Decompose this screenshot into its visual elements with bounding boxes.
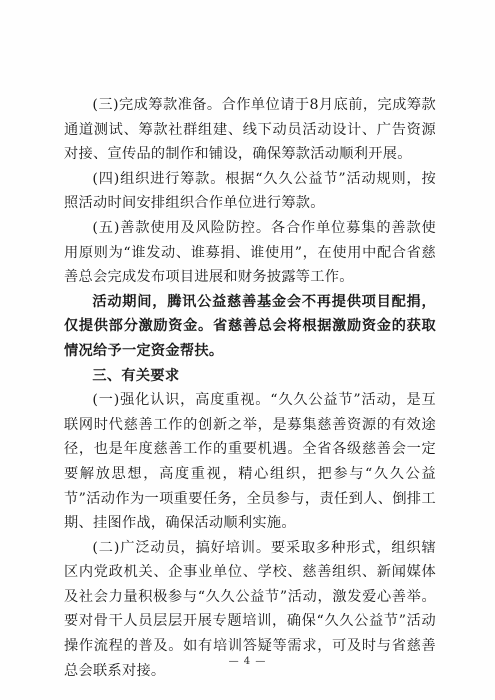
document-body [64,93,436,683]
section-heading-requirements: 三、有关要求 [92,367,180,384]
paragraph-organize-fundraising: (四)组织进行筹款。根据“久久公益节”活动规则，按照活动时间安排组织合作单位进行筹款。 [64,170,436,212]
paragraph-fundraising-preparation: (三)完成筹款准备。合作单位请于8月底前，完成筹款通道测试、筹款社群组建、线下动员活动设计、广告资源对接、宣传品的制作和铺设，确保筹款活动顺利开展。 [64,97,436,163]
paragraph-strengthen-awareness: (一)强化认识，高度重视。“久久公益节”活动，是互联网时代慈善工作的创新之举，是募集慈善资源的有效途径，也是年度慈善工作的重要机遇。全省各级慈善会一定要解放思想，高度重视，精心组织，把参与“久久公益节”活动作为一项重要任务，全员参与，责任到人、倒排工期、挂图作战，确保活动顺利实施。 [64,392,436,532]
paragraph-mobilize-and-train: (二)广泛动员，搞好培训。要采取多种形式，组织辖区内党政机关、企事业单位、学校、慈善组织、新闻媒体及社会力量积极参与“久久公益节”活动，激发爱心善举。要对骨干人员层层开展专题培训，确保“久久公益节”活动操作流程的普及。如有培训答疑等需求，可及时与省慈善总会联系对接。 [64,539,436,679]
paragraph-fund-usage-risk-control: (五)善款使用及风险防控。各合作单位募集的善款使用原则为“谁发动、谁募捐、谁使用”，在使用中配合省慈善总会完成发布项目进展和财务披露等工作。 [64,219,436,286]
paragraph-incentive-funding: 活动期间，腾讯公益慈善基金会不再提供项目配捐，仅提供部分激励资金。省慈善总会将根据激励资金的获取情况给予一定资金帮扶。 [64,293,436,359]
page-number: — 4 — [228,656,267,667]
